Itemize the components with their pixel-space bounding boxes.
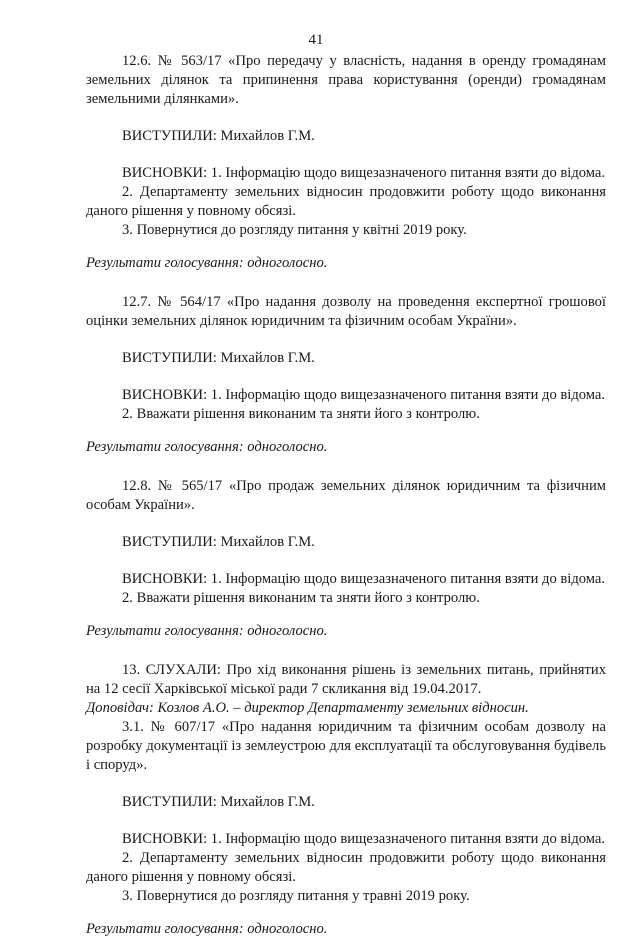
conclusion-1: ВИСНОВКИ: 1. Інформацію щодо вищезазначеного питання взяти до відома. — [122, 165, 606, 181]
speakers: ВИСТУПИЛИ: Михайлов Г.М. — [122, 350, 315, 366]
voting-result: Результати голосування: одноголосно. — [86, 623, 328, 639]
agenda-item-12-8: 12.8. № 565/17 «Про продаж земельних ділянок юридичним та фізичним особам України». — [86, 478, 606, 513]
heard-item-13: 13. СЛУХАЛИ: Про хід виконання рішень із земельних питань, прийнятих на 12 сесії Харківської міської ради 7 скликання від 19.04.2017. — [86, 662, 606, 697]
conclusion-3: 3. Повернутися до розгляду питання у квітні 2019 року. — [122, 222, 467, 238]
agenda-item-12-7: 12.7. № 564/17 «Про надання дозволу на проведення експертної грошової оцінки земельних ділянок юридичним та фізичним особам України». — [86, 294, 606, 329]
document-body — [86, 52, 606, 939]
reporter: Доповідач: Козлов А.О. – директор Департаменту земельних відносин. — [86, 700, 529, 716]
conclusion-1: ВИСНОВКИ: 1. Інформацію щодо вищезазначеного питання взяти до відома. — [122, 571, 606, 587]
voting-result: Результати голосування: одноголосно. — [86, 255, 328, 271]
agenda-item-12-6: 12.6. № 563/17 «Про передачу у власність, надання в оренду громадянам земельних ділянок та припинення права користування (оренди) громадянам земельними ділянками». — [86, 53, 606, 107]
conclusion-2: 2. Департаменту земельних відносин продовжити роботу щодо виконання даного рішення у повному обсязі. — [86, 850, 606, 885]
voting-result: Результати голосування: одноголосно. — [86, 921, 328, 937]
speakers: ВИСТУПИЛИ: Михайлов Г.М. — [122, 794, 315, 810]
conclusion-1: ВИСНОВКИ: 1. Інформацію щодо вищезазначеного питання взяти до відома. — [122, 831, 606, 847]
speakers: ВИСТУПИЛИ: Михайлов Г.М. — [122, 128, 315, 144]
conclusion-2: 2. Департаменту земельних відносин продовжити роботу щодо виконання даного рішення у повному обсязі. — [86, 184, 606, 219]
agenda-item-3-1: 3.1. № 607/17 «Про надання юридичним та фізичним особам дозволу на розробку документації із землеустрою для експлуатації та обслуговування будівель і споруд». — [86, 719, 606, 773]
conclusion-2: 2. Вважати рішення виконаним та зняти його з контролю. — [122, 590, 480, 606]
page-number: 41 — [308, 32, 324, 48]
conclusion-1: ВИСНОВКИ: 1. Інформацію щодо вищезазначеного питання взяти до відома. — [122, 387, 606, 403]
conclusion-2: 2. Вважати рішення виконаним та зняти його з контролю. — [122, 406, 480, 422]
voting-result: Результати голосування: одноголосно. — [86, 439, 328, 455]
speakers: ВИСТУПИЛИ: Михайлов Г.М. — [122, 534, 315, 550]
conclusion-3: 3. Повернутися до розгляду питання у травні 2019 року. — [122, 888, 470, 904]
